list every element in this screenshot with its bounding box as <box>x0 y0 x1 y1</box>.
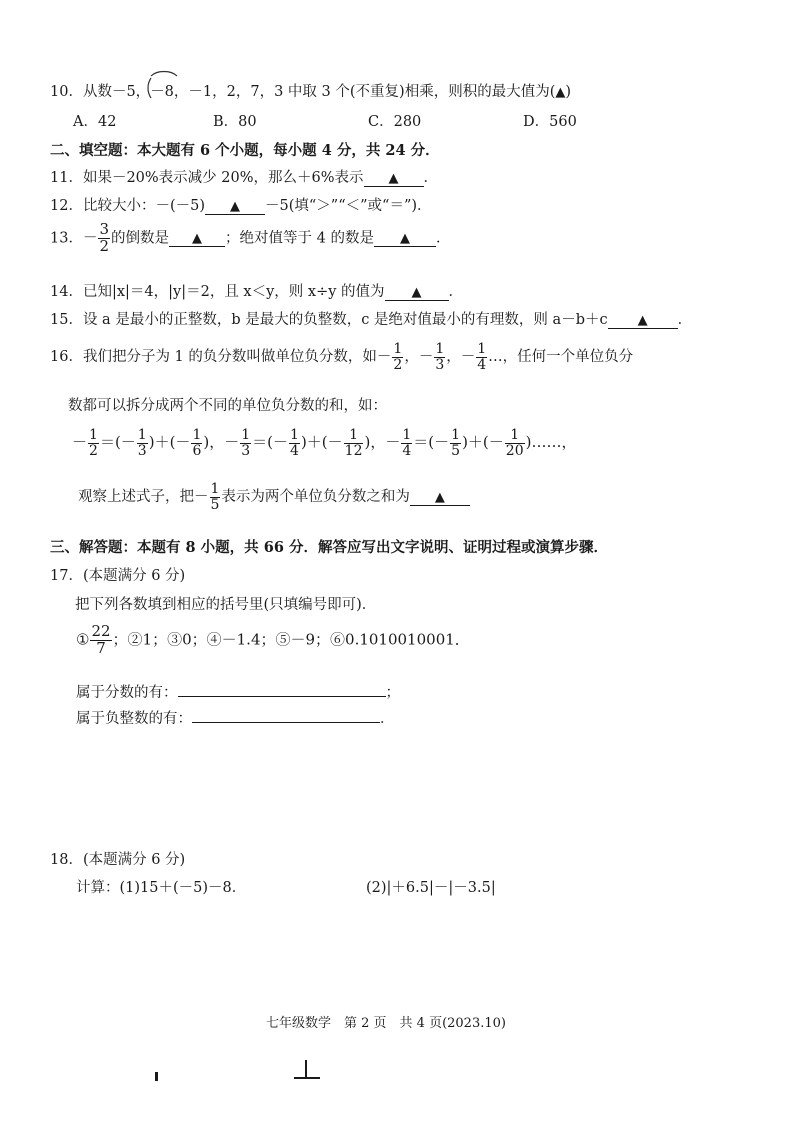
section-3-header: 三、解答题：本题有 8 小题，共 66 分．解答应写出文字说明、证明过程或演算步骤． <box>50 539 608 556</box>
question-text: ，－ <box>404 349 434 366</box>
question-17-items <box>76 624 470 657</box>
question-number: 13． <box>50 230 83 247</box>
fraction-label: 属于分数的有： <box>76 685 178 701</box>
question-text: ，－ <box>446 349 476 366</box>
question-text: 观察上述式子，把－ <box>78 489 209 506</box>
question-text: ． <box>448 284 464 300</box>
fraction-numerator: 3 <box>99 220 109 238</box>
negint-label: 属于负整数的有： <box>76 711 192 727</box>
question-text: 如果－20%表示减少 20%，那么＋6%表示 <box>82 170 364 186</box>
q18-part-2: (2)|＋6.5|－|－3.5| <box>366 880 496 896</box>
answer-blank <box>364 170 424 187</box>
question-text: 我们把分子为 1 的负分数叫做单位负分数，如－ <box>82 349 392 366</box>
punctuation: ； <box>385 685 400 701</box>
question-14 <box>50 280 463 301</box>
fraction-numerator: 1 <box>402 427 412 443</box>
page-footer: 七年级数学 第 2 页 共 4 页(2023.10) <box>266 1016 506 1031</box>
fraction-numerator: 1 <box>192 427 202 443</box>
answer-triangle-icon: ▲ <box>411 285 422 300</box>
fraction <box>191 428 202 458</box>
question-text: ． <box>423 170 439 186</box>
question-13 <box>50 222 450 255</box>
fraction-denominator: 3 <box>435 356 445 373</box>
item-marker: ① <box>76 630 90 649</box>
question-15 <box>50 308 692 329</box>
equation-text: )＋(－ <box>300 433 343 452</box>
question-text: 的倒数是 <box>111 230 169 247</box>
question-11 <box>50 166 438 187</box>
equation-text: )， <box>364 433 386 452</box>
fraction-denominator: 2 <box>99 236 109 255</box>
answer-blank <box>205 198 265 215</box>
answer-triangle-icon: ▲ <box>192 231 202 247</box>
equation-text: )……， <box>525 433 577 452</box>
fraction-denominator: 6 <box>192 442 202 459</box>
fraction-denominator: 3 <box>241 442 251 459</box>
question-text: 从数－5， <box>82 84 151 100</box>
fraction <box>434 342 445 372</box>
fraction-denominator: 4 <box>402 442 412 459</box>
question-text: 设 a 是最小的正整数，b 是最大的负整数，c 是绝对值最小的有理数，则 a－b＋c <box>82 312 608 328</box>
punctuation: ． <box>380 711 395 727</box>
scan-mark <box>294 1077 320 1079</box>
answer-blank <box>608 312 678 329</box>
fraction <box>289 428 300 458</box>
fraction <box>137 428 148 458</box>
scan-mark <box>155 1072 158 1081</box>
question-text: 表示为两个单位负分数之和为 <box>221 489 410 506</box>
question-17-instruction: 把下列各数填到相应的括号里(只填编号即可)． <box>75 597 377 613</box>
handwritten-circle-mark <box>143 68 185 106</box>
equation-text: )＋(－ <box>148 433 191 452</box>
equation-text: )， <box>203 433 225 452</box>
question-18-heading <box>50 848 185 869</box>
fraction <box>90 624 111 657</box>
fraction <box>344 428 364 458</box>
question-text: ；绝对值等于 4 的数是 <box>225 230 374 247</box>
answer-triangle-icon: ▲ <box>230 199 240 214</box>
equation-text: )＋(－ <box>462 433 504 452</box>
negint-answer-blank[interactable] <box>192 706 380 723</box>
fraction <box>98 222 110 255</box>
question-number: 12． <box>50 198 83 214</box>
fraction-answer-blank[interactable] <box>178 680 386 697</box>
fraction-denominator: 5 <box>451 442 461 459</box>
fraction-numerator: 1 <box>505 428 525 444</box>
fraction-denominator: 5 <box>210 496 220 513</box>
question-text: ，－1，2，7，3 中取 3 个(不重复)相乘，则积的最大值为( <box>173 84 556 100</box>
fraction-numerator: 22 <box>91 622 111 640</box>
question-text: ． <box>677 312 693 328</box>
score-note: (本题满分 6 分) <box>82 568 186 584</box>
answer-triangle-icon: ▲ <box>434 490 445 506</box>
question-text: 已知|x|＝4，|y|＝2，且 x＜y，则 x÷y 的值为 <box>82 284 385 300</box>
answer-triangle-icon: ▲ <box>388 171 399 186</box>
question-16-line-2: 数都可以拆分成两个不同的单位负分数的和，如： <box>68 398 387 414</box>
answer-blank <box>410 489 470 506</box>
equation-text: ＝(－ <box>413 433 450 452</box>
option-d: D．560 <box>523 114 577 130</box>
fraction <box>240 428 251 458</box>
fraction <box>450 428 461 458</box>
fraction-numerator: 1 <box>290 427 299 443</box>
item-list: ；②1；③0；④－1.4；⑤－9；⑥0.1010010001． <box>112 630 470 649</box>
question-text: ． <box>435 230 451 247</box>
fraction <box>505 428 525 458</box>
answer-blank <box>374 230 436 247</box>
question-10 <box>50 80 571 101</box>
question-number: 15． <box>50 312 83 328</box>
option-b: B．80 <box>213 114 257 130</box>
fraction <box>392 342 403 372</box>
option-c: C．280 <box>368 114 422 130</box>
fraction-denominator: 2 <box>89 442 98 459</box>
equation-text: ＝(－ <box>252 433 289 452</box>
scan-mark <box>305 1060 307 1078</box>
answer-blank <box>385 284 449 301</box>
fraction-numerator: 1 <box>435 341 445 357</box>
fraction-numerator: 1 <box>89 427 98 443</box>
minus-sign: － <box>385 433 401 452</box>
question-number: 17． <box>50 568 83 584</box>
question-16-equations <box>72 428 576 458</box>
fraction-numerator: 1 <box>477 341 487 357</box>
fraction-denominator: 2 <box>393 356 403 373</box>
question-12 <box>50 194 432 215</box>
question-number: 14． <box>50 284 83 300</box>
question-number: 11． <box>50 170 83 186</box>
minus-sign: － <box>72 433 88 452</box>
minus-sign: － <box>82 230 98 247</box>
question-16-line-4 <box>78 482 470 512</box>
fraction-answer-line <box>76 680 400 702</box>
question-text: ) <box>565 84 572 100</box>
answer-triangle-icon: ▲ <box>399 231 410 247</box>
fraction-denominator: 4 <box>290 442 299 459</box>
question-number: 10． <box>50 84 83 100</box>
q18-part-1: 计算：(1)15＋(－5)－8． <box>76 880 247 896</box>
fraction <box>88 428 99 458</box>
fraction-numerator: 1 <box>344 428 364 444</box>
fraction-numerator: 1 <box>210 481 220 497</box>
section-2-header: 二、填空题：本大题有 6 个小题，每小题 4 分，共 24 分． <box>50 142 440 159</box>
fraction-denominator: 12 <box>344 442 363 459</box>
fraction-numerator: 1 <box>451 427 461 443</box>
fraction-denominator: 3 <box>137 442 147 459</box>
fraction <box>401 428 412 458</box>
question-text: －5(填“＞”“＜”或“＝”)． <box>265 198 432 214</box>
answer-blank <box>169 230 225 247</box>
question-number: 16． <box>50 349 83 366</box>
score-note: (本题满分 6 分) <box>82 852 186 868</box>
circled-term: －8 <box>150 84 174 100</box>
question-text: 比较大小：－(－5) <box>82 198 205 214</box>
negint-answer-line <box>76 706 395 728</box>
fraction <box>210 482 221 512</box>
question-17-heading <box>50 564 185 585</box>
fraction-denominator: 4 <box>477 356 487 373</box>
option-a: A．42 <box>73 114 117 130</box>
fraction-denominator: 20 <box>505 442 524 459</box>
fraction-denominator: 7 <box>96 638 106 657</box>
fraction-numerator: 1 <box>137 427 147 443</box>
question-16 <box>50 342 633 372</box>
question-number: 18． <box>50 852 83 868</box>
equation-text: ＝(－ <box>99 433 136 452</box>
fraction <box>476 342 487 372</box>
fraction-numerator: 1 <box>241 427 251 443</box>
minus-sign: － <box>224 433 240 452</box>
answer-triangle-icon: ▲ <box>637 313 648 328</box>
question-text: …，任何一个单位负分 <box>488 349 634 366</box>
answer-triangle-icon: ▲ <box>555 85 566 100</box>
fraction-numerator: 1 <box>393 341 403 357</box>
